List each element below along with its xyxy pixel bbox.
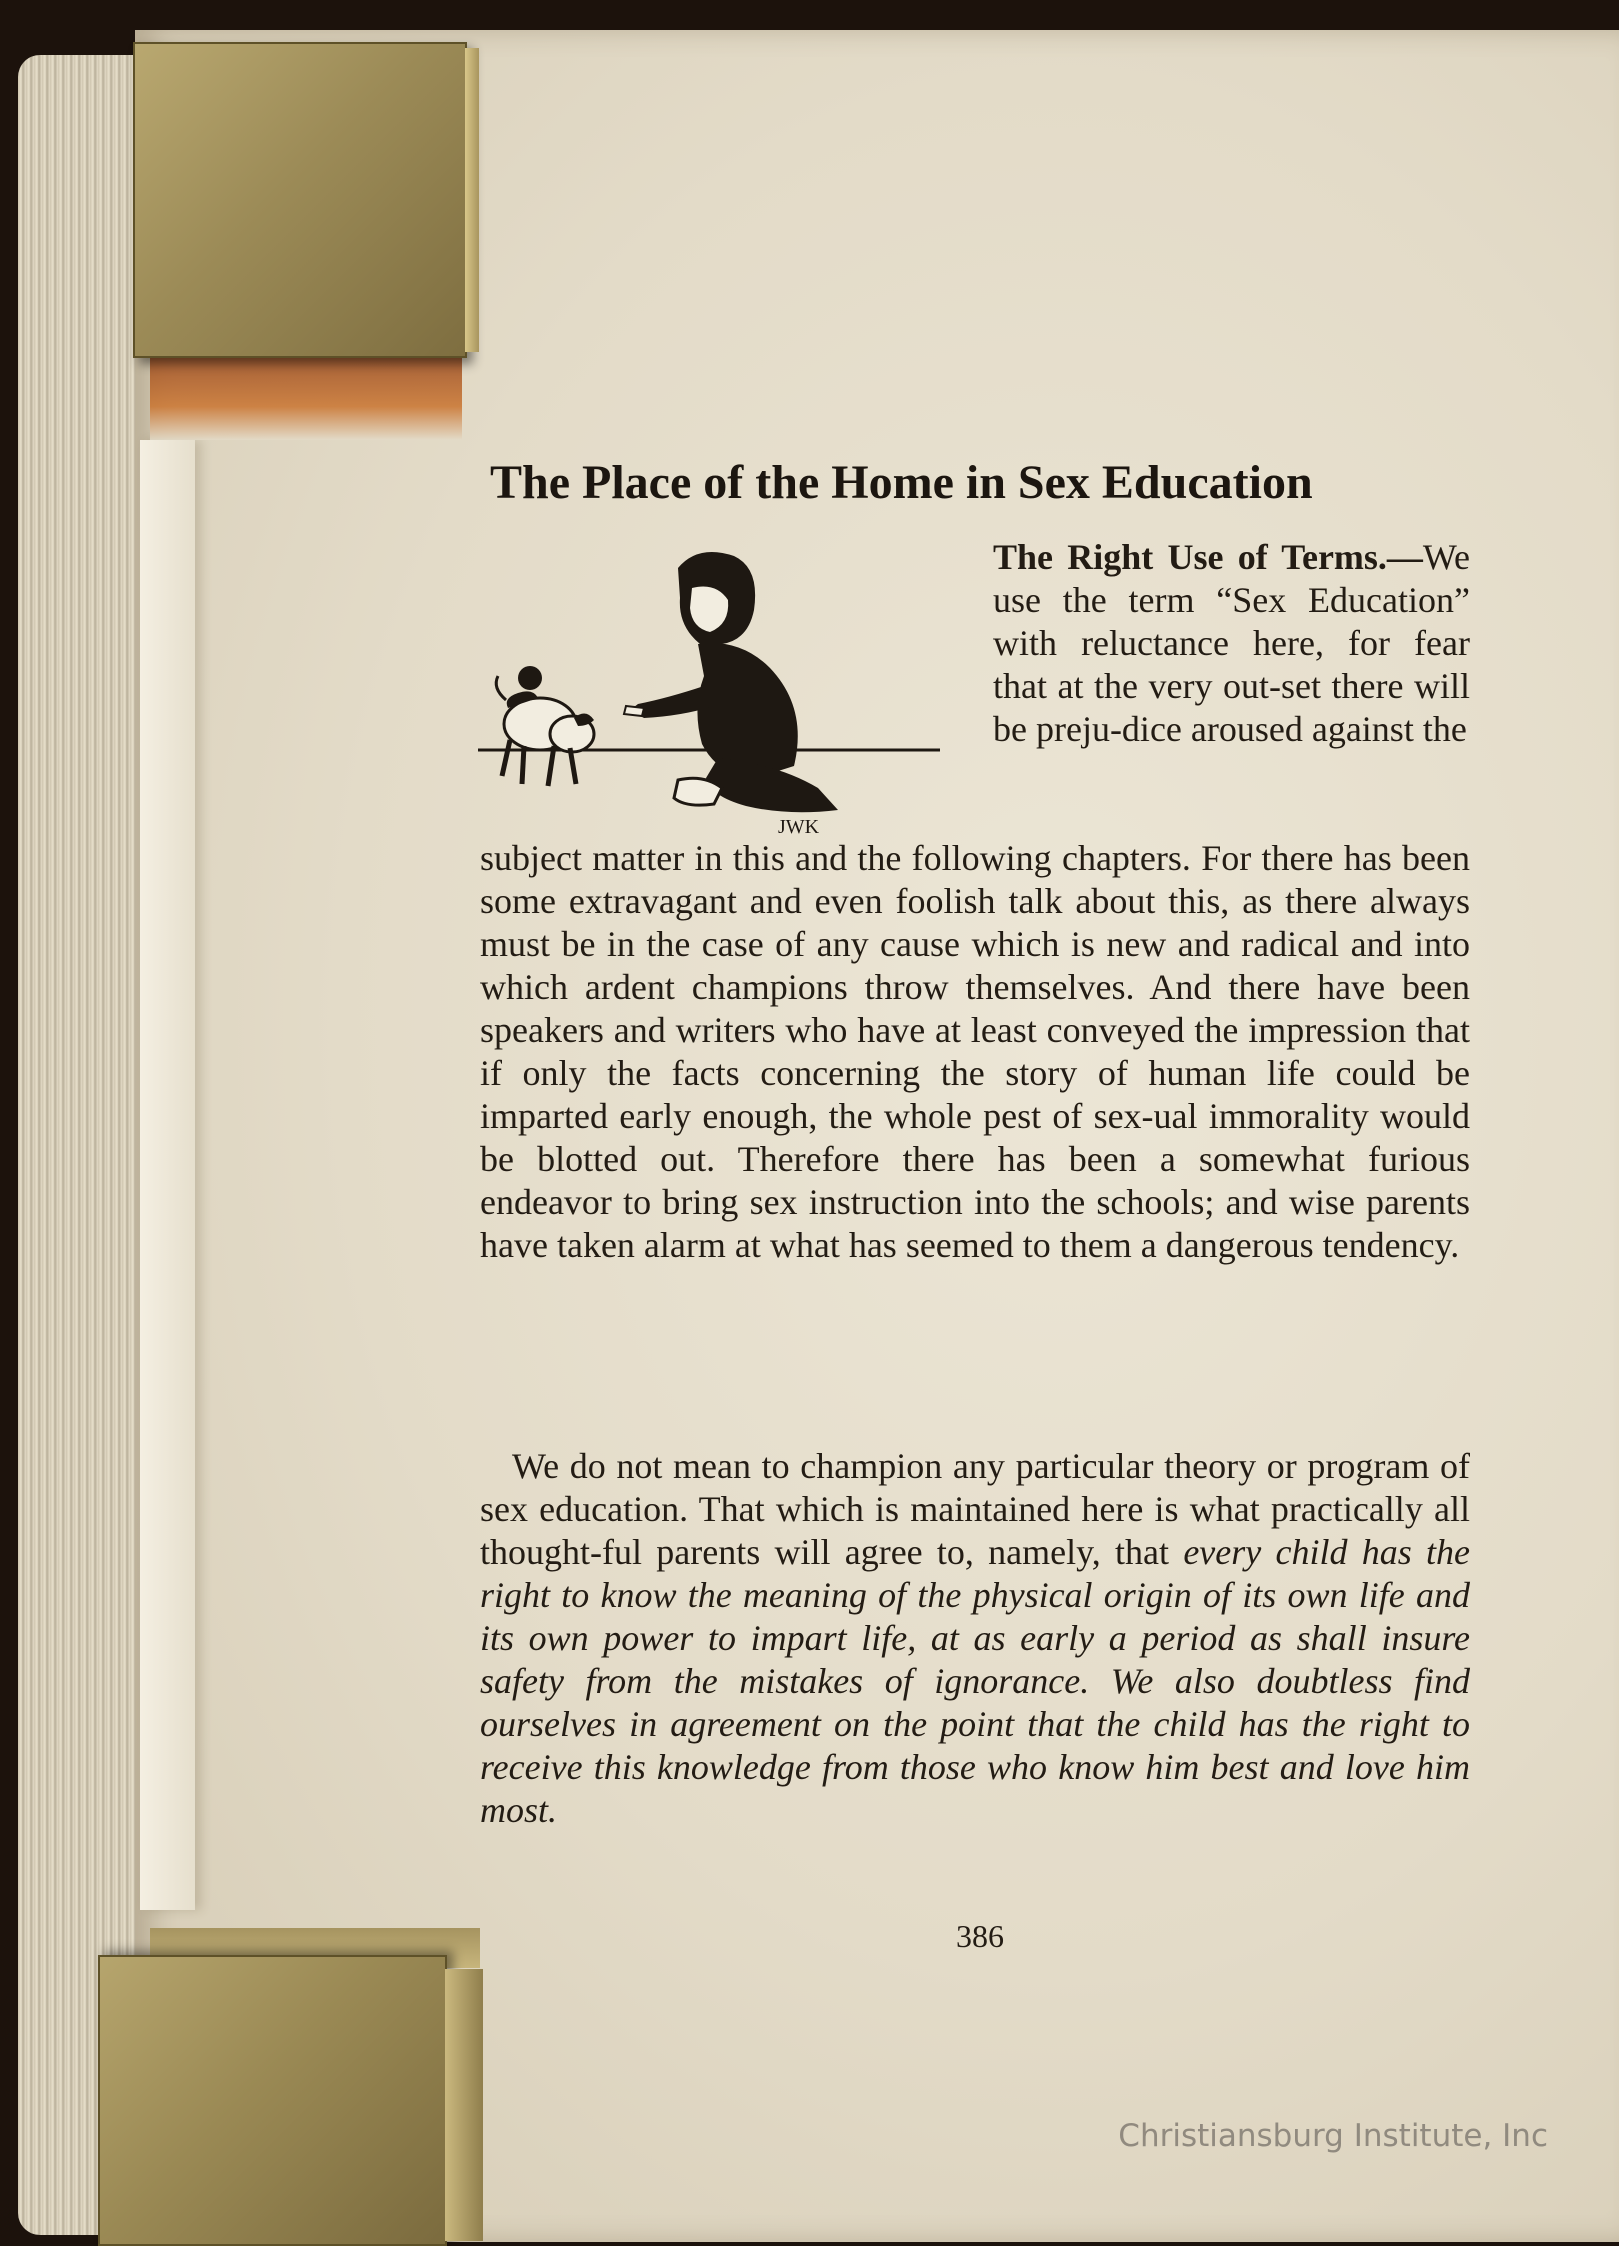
paragraph-2-italic: every child has the right to know the meaning of the physical origin of its own life and its own power to impart life, at as early a period as shall insure safety from the mistakes of ignorance. We also doubtless find ourselves in agreement on the point that the child has the right to receive this knowledge from those who know him best and love him most.	[480, 1532, 1470, 1830]
page-inner-edge	[140, 440, 195, 1910]
child-and-dog-illustration	[478, 548, 948, 838]
page-number: 386	[956, 1918, 1004, 1954]
paragraph-1-lead	[993, 536, 1470, 751]
dog-drawing	[496, 666, 594, 786]
page-title: The Place of the Home in Sex Education	[490, 456, 1313, 509]
paragraph-2-plain: We do not mean to champion any particular theory or program of sex education. That which is maintained here is what practically all thought-ful parents will agree to, namely, that	[480, 1446, 1471, 1572]
tab-shadow	[150, 356, 462, 440]
child-drawing	[624, 552, 838, 812]
paragraph-1-lead-text: We use the term “Sex Education” with reluctance here, for fear that at the very out-set there will be preju-dice aroused against the	[993, 537, 1470, 749]
paragraph-1-body: subject matter in this and the following chapters. For there has been some extravagant and even foolish talk about this, as there always must be in the case of any cause which is new and radical and into which ardent champions throw themselves. And there have been speakers and writers who have at least conveyed the impression that if only the facts concerning the story of human life could be imparted early enough, the whole pest of sex-ual immorality would be blotted out. Therefore there has been a somewhat furious endeavor to bring sex instruction into the schools; and wise parents have taken alarm at what has seemed to them a dangerous tendency.	[480, 838, 1470, 1265]
section-heading: The Right Use of Terms.—	[993, 537, 1423, 577]
illustration-signature: JWK	[778, 816, 820, 838]
index-tab-top	[133, 42, 467, 358]
watermark-text: Christiansburg Institute, Inc	[1118, 2118, 1548, 2154]
paragraph-2	[480, 1445, 1470, 1832]
index-tab-bottom	[98, 1955, 447, 2246]
